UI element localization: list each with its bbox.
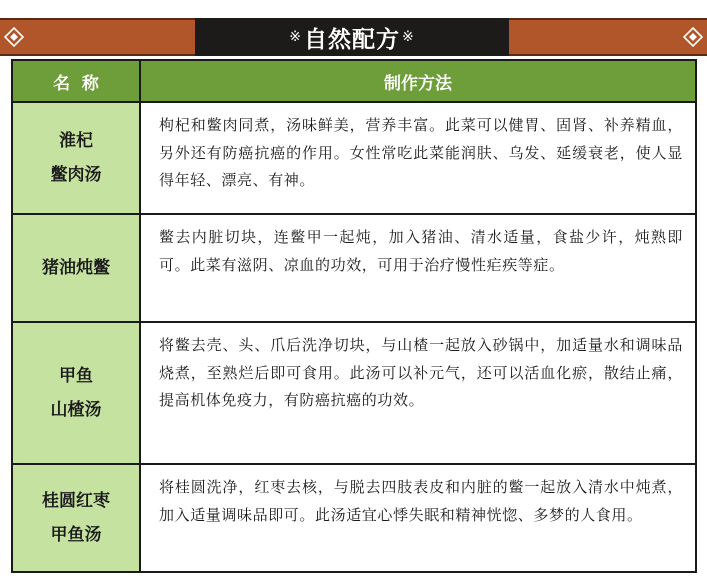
recipe-table: [11, 59, 697, 573]
table-row: [13, 321, 695, 463]
recipe-name-line: 甲鱼: [59, 366, 93, 386]
recipe-name-cell: [13, 215, 141, 321]
diamond-ornament-icon: [4, 27, 24, 47]
title-banner: [0, 18, 707, 56]
header-method: 制作方法: [141, 61, 695, 101]
banner-right-band: [504, 18, 707, 56]
recipe-method-cell: 将桂圆洗净，红枣去核，与脱去四肢表皮和内脏的鳖一起放入清水中炖煮，加入适量调味品即可。此汤适宜心悸失眠和精神恍惚、多梦的人食用。: [141, 465, 695, 571]
header-name: 名 称: [13, 61, 141, 101]
table-header-row: [13, 61, 695, 101]
page-title: [195, 18, 509, 56]
title-text: 自然配方: [304, 26, 400, 53]
recipe-name-line: 淮杞: [59, 131, 93, 151]
recipe-name-cell: [13, 465, 141, 571]
table-row: [13, 213, 695, 321]
recipe-method-cell: 枸杞和鳖肉同煮，汤味鲜美，营养丰富。此菜可以健胃、固肾、补养精血，另外还有防癌抗癌的作用。女性常吃此菜能润肤、乌发、延缓衰老，使人显得年轻、漂亮、有神。: [141, 103, 695, 213]
title-mark-left: ※: [289, 29, 302, 45]
recipe-name-line: 山楂汤: [50, 400, 102, 420]
title-mark-right: ※: [402, 29, 415, 45]
diamond-ornament-icon: [683, 27, 703, 47]
banner-left-band: [0, 18, 200, 56]
recipe-name-cell: [13, 323, 141, 463]
recipe-method-cell: 鳖去内脏切块，连鳖甲一起炖，加入猪油、清水适量，食盐少许，炖熟即可。此菜有滋阴、凉血的功效，可用于治疗慢性疟疾等症。: [141, 215, 695, 321]
recipe-name-line: 鳖肉汤: [50, 165, 102, 185]
recipe-name-line: 甲鱼汤: [50, 525, 102, 545]
table-row: [13, 463, 695, 571]
recipe-name-line: 桂圆红枣: [42, 491, 110, 511]
recipe-method-cell: 将鳖去壳、头、爪后洗净切块，与山楂一起放入砂锅中，加适量水和调味品烧煮，至熟烂后即可食用。此汤可以补元气，还可以活血化瘀，散结止痛，提高机体免疫力，有防癌抗癌的功效。: [141, 323, 695, 463]
table-row: [13, 101, 695, 213]
recipe-name-line: 猪油炖鳖: [42, 258, 110, 278]
recipe-name-cell: [13, 103, 141, 213]
